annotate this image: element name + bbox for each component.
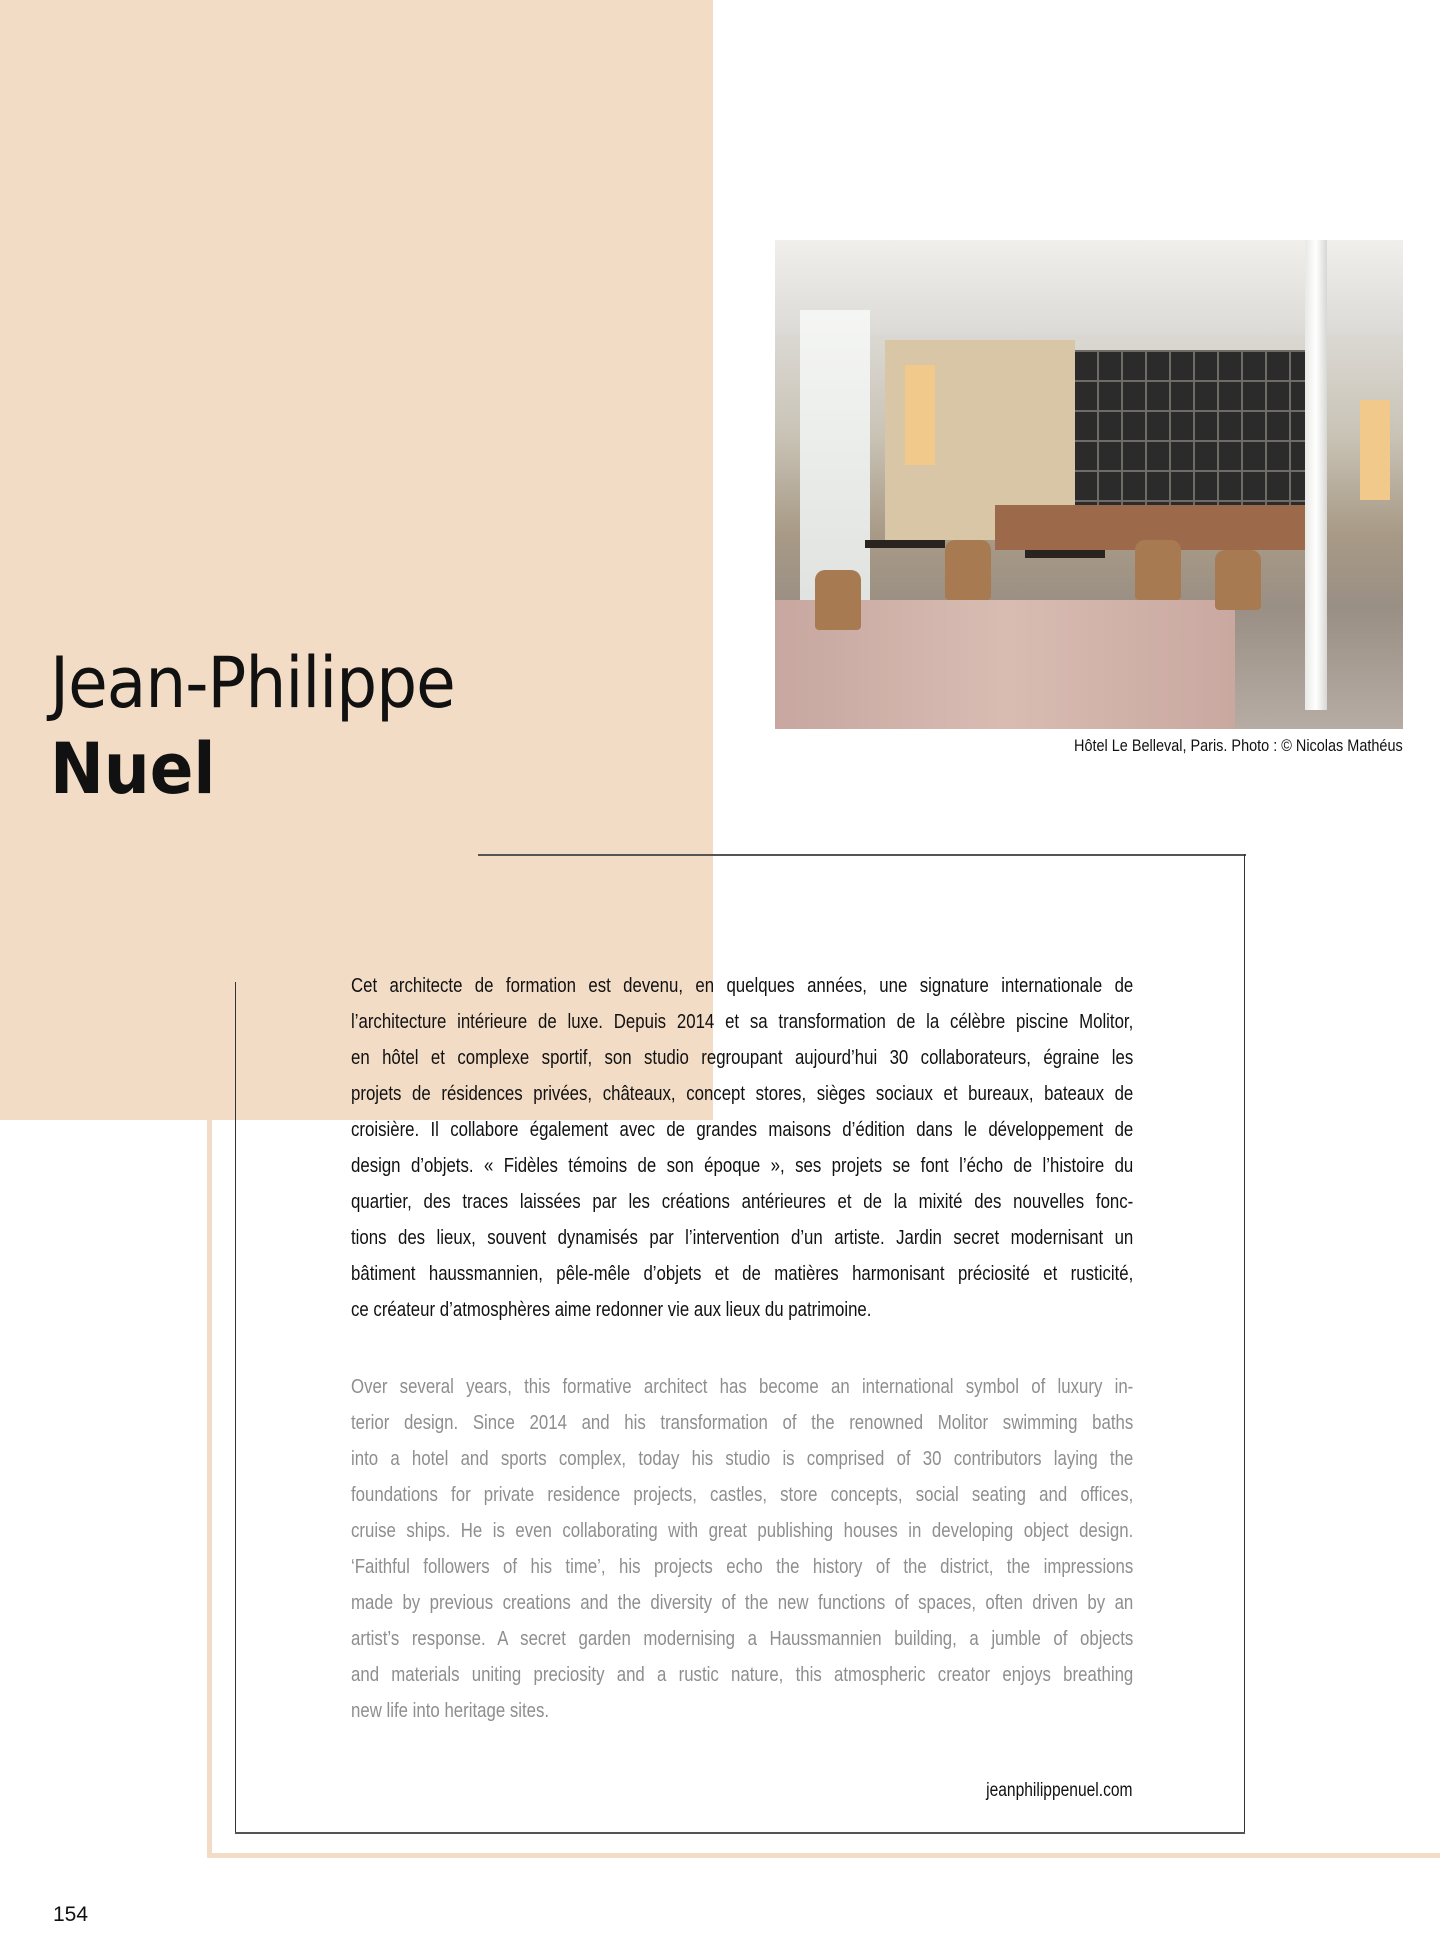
text-line: and materials uniting preciosity and a rustic nature, this atmospheric creator enjoys breathing [351, 1663, 1134, 1686]
photo-lamp [905, 365, 935, 465]
hotel-interior-photo [775, 240, 1403, 729]
photo-window [800, 310, 870, 610]
page-number: 154 [53, 1903, 89, 1926]
text-line: bâtiment haussmannien, pêle-mêle d’objets et de matières harmonisant préciosité et rusticité, [351, 1262, 1134, 1285]
website-link[interactable]: jeanphilippenuel.com [986, 1780, 1133, 1801]
title-first-name: Jean-Philippe [50, 642, 455, 724]
text-line: made by previous creations and the diversity of the new functions of spaces, often driven by an [351, 1591, 1134, 1614]
photo-wallpaper [1075, 350, 1325, 530]
photo-chair [1135, 540, 1181, 600]
text-line: quartier, des traces laissées par les créations antérieures et de la mixité des nouvelles fonc- [351, 1190, 1134, 1213]
photo-chair [815, 570, 861, 630]
photo-chair [1215, 550, 1261, 610]
text-line: ‘Faithful followers of his time’, his projects echo the history of the district, the impressions [351, 1555, 1134, 1578]
text-line: new life into heritage sites. [351, 1699, 550, 1722]
photo-column [1305, 240, 1327, 710]
text-line: en hôtel et complexe sportif, son studio regroupant aujourd’hui 30 collaborateurs, égraine les [351, 1046, 1134, 1069]
page-title [50, 640, 490, 812]
text-line: projets de résidences privées, châteaux, concept stores, sièges sociaux et bureaux, bateaux de [351, 1082, 1134, 1105]
photo-lamp [1360, 400, 1390, 500]
text-line: artist’s response. A secret garden modernising a Haussmannien building, a jumble of objects [351, 1627, 1134, 1650]
text-line: ce créateur d’atmosphères aime redonner vie aux lieux du patrimoine. [351, 1298, 872, 1321]
text-line: into a hotel and sports complex, today his studio is comprised of 30 contributors laying the [351, 1447, 1134, 1470]
frame-line-bottom [207, 1853, 1440, 1858]
text-line: design d’objets. « Fidèles témoins de son époque », ses projets se font l’écho de l’histoire du [351, 1154, 1134, 1177]
body-text-french [351, 968, 1133, 1328]
frame-box-top [478, 854, 1246, 856]
frame-box-left [235, 982, 236, 1833]
text-line: croisière. Il collabore également avec de grandes maisons d’édition dans le développement de [351, 1118, 1134, 1141]
text-line: terior design. Since 2014 and his transformation of the renowned Molitor swimming baths [351, 1411, 1134, 1434]
text-line: tions des lieux, souvent dynamisés par l’intervention d’un artiste. Jardin secret modernisant un [351, 1226, 1134, 1249]
photo-table [865, 540, 945, 548]
peach-background-block [0, 0, 713, 1120]
frame-box-bottom [235, 1832, 1245, 1834]
text-line: cruise ships. He is even collaborating with great publishing houses in developing object design. [351, 1519, 1134, 1542]
text-line: Cet architecte de formation est devenu, en quelques années, une signature internationale de [351, 974, 1134, 997]
photo-caption: Hôtel Le Belleval, Paris. Photo : © Nicolas Mathéus [1074, 736, 1403, 755]
title-last-name: Nuel [50, 728, 216, 810]
body-text-english [351, 1369, 1133, 1729]
text-line: Over several years, this formative architect has become an international symbol of luxury in- [351, 1375, 1134, 1398]
frame-line-left [207, 1120, 212, 1858]
text-line: foundations for private residence projects, castles, store concepts, social seating and offices, [351, 1483, 1134, 1506]
photo-table [1025, 550, 1105, 558]
frame-box-right [1244, 854, 1245, 1833]
text-line: l’architecture intérieure de luxe. Depuis 2014 et sa transformation de la célèbre piscine Molitor, [351, 1010, 1134, 1033]
photo-chair [945, 540, 991, 600]
